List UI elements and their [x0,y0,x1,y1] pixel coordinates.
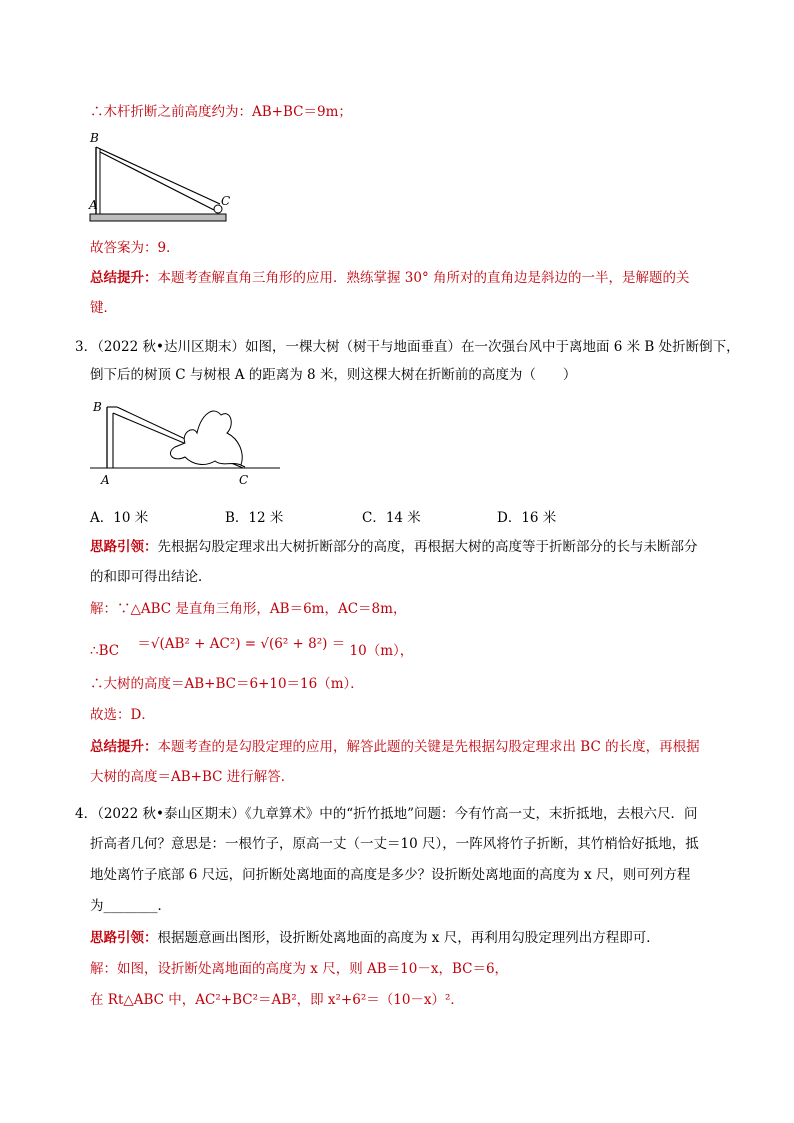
summary-3-continued: 大树的高度＝AB+BC 进行解答． [90,769,295,785]
hint-4 [90,929,660,947]
pole-broken-upper [96,147,220,204]
option-d: D．16 米 [497,510,557,526]
summary-continued: 键． [90,300,117,316]
solution-line3: ∴大树的高度＝AB+BC＝6+10＝16（m）． [90,676,364,692]
label-c: C [239,473,249,487]
problem-number: 4． [75,806,98,822]
option-c: C．14 米 [362,510,421,526]
hint-label: 思路引领： [90,539,158,555]
option-b: B．12 米 [225,510,284,526]
choice-line: 故选：D． [90,707,155,723]
label-b: B [90,131,99,145]
solution-line2 [90,636,414,660]
summary-text: 本题考查解直角三角形的应用．熟练掌握 30° 角所对的直角边是斜边的一半，是解题的关 [157,270,690,286]
sqrt-formula: ＝√(AB² + AC²) = √(6² + 8²) ＝ [137,636,346,652]
solution4-line1: 解：如图，设折断处离地面的高度为 x 尺，则 AB＝10－x，BC＝6， [90,961,509,977]
stem-text: （2022 秋•泰山区期末）《九章算术》中的“折竹抵地”问题：今有竹高一丈，末折抵地，去根六尺．问 [97,806,698,822]
summary-label: 总结提升： [90,270,158,286]
pole-broken-lower [100,152,216,211]
label-a: A [89,198,98,212]
label-a: A [101,473,110,487]
hint-text: 根据题意画出图形，设折断处离地面的高度为 x 尺，再利用勾股定理列出方程即可． [157,930,660,946]
answer-line: 故答案为：9． [90,240,180,256]
conclusion-line: ∴木杆折断之前高度约为：AB+BC＝9m； [90,104,352,120]
hint-3 [90,538,698,556]
summary-label: 总结提升： [90,739,158,755]
problem4-stem-line3: 地处离竹子底部 6 尺远，问折断处离地面的高度是多少？设折断处离地面的高度为 x 尺，则可列方程 [90,867,691,883]
hint-3-continued: 的和即可得出结论． [90,569,212,585]
problem4-stem-line1 [75,805,698,823]
problem-number: 3． [75,339,98,355]
summary-text: 本题考查的是勾股定理的应用，解答此题的关键是先根据勾股定理求出 BC 的长度，再根据 [157,739,700,755]
stem-text: （2022 秋•达川区期末）如图，一棵大树（树干与地面垂直）在一次强台风中于离地面 6 米 B 处折断倒下， [97,339,740,355]
problem3-stem-line2: 倒下后的树顶 C 与树根 A 的距离为 8 米，则这棵大树在折断前的高度为（ ） [90,367,577,383]
solution4-line2: 在 Rt△ABC 中，AC²+BC²＝AB²，即 x²+6²＝（10－x）²． [90,992,464,1008]
hint-text: 先根据勾股定理求出大树折断部分的高度，再根据大树的高度等于折断部分的长与未断部分 [157,539,698,555]
tree-canopy [170,411,242,465]
label-c: C [221,194,231,208]
problem4-stem-line4: 为________． [90,898,171,914]
solution-line1: 解：∵△ABC 是直角三角形，AB＝6m，AC＝8m， [90,601,407,617]
bc-prefix: ∴BC [90,643,120,659]
summary-2 [90,269,690,287]
bc-result: 10（m）， [349,643,414,659]
hint-label: 思路引领： [90,930,158,946]
option-a: A．10 米 [90,510,149,526]
tree-figure [85,395,285,490]
problem4-stem-line2: 折高者几何？意思是：一根竹子，原高一丈（一丈＝10 尺），一阵风将竹子折断，其竹梢恰好抵地，抵 [90,836,699,852]
summary-3 [90,738,700,756]
ground-bar [90,214,226,221]
problem3-stem-line1 [75,338,740,356]
broken-pole-figure [80,125,250,230]
label-b: B [93,400,102,414]
